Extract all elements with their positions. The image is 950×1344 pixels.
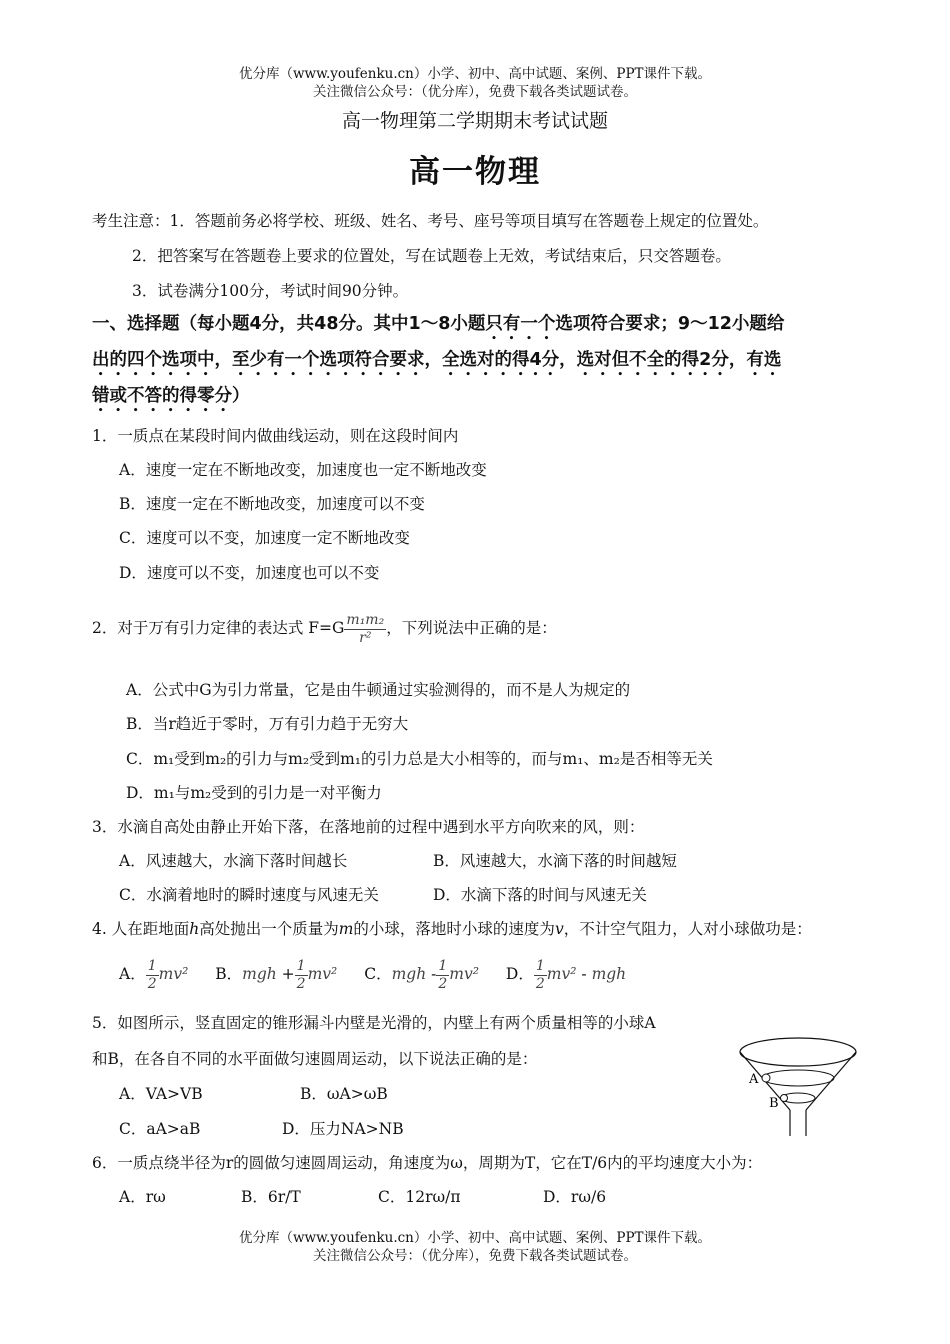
q2-formula: [344, 612, 386, 647]
q4-minus: -: [581, 965, 587, 983]
q4-option-label: B．: [215, 965, 243, 983]
q3-option-c: C．水滴着地时的瞬时速度与风速无关: [119, 886, 379, 904]
q2-stem-text: 2．对于万有引力定律的表达式 F=G: [92, 619, 345, 637]
funnel-figure: [738, 1032, 862, 1140]
label-a: A: [749, 1072, 759, 1087]
q4-var-h: h: [189, 920, 200, 938]
q4-options: [119, 954, 626, 994]
q4-option-b: [215, 954, 337, 994]
footer-line-2: 关注微信公众号：（优分库），免费下载各类试题试卷。: [313, 1248, 637, 1264]
q4-option-label: C．: [364, 965, 392, 983]
notice-line-3: 3．试卷满分100分，考试时间90分钟。: [132, 282, 409, 300]
section-1-emphasis: 只有一个: [485, 314, 556, 334]
q2-formula-numerator: m₁m₂: [346, 611, 385, 628]
q2-option-c: C．m₁受到m₂的引力与m₂受到m₁的引力总是大小相等的，而与m₁、m₂是否相等无关: [126, 750, 713, 768]
q5-option-b: B．ωA>ωB: [300, 1085, 388, 1103]
exam-title: 高一物理: [409, 154, 541, 190]
section-1-text: 一、选择题（每小题4分，共48分。其中1～8小题: [92, 314, 486, 334]
footer-line-1: 优分库（www.youfenku.cn）小学、初中、高中试题、案例、PPT课件下载。: [238, 1230, 712, 1246]
q4-half-den: 2: [438, 975, 448, 992]
q1-option-d: D．速度可以不变，加速度也可以不变: [119, 564, 380, 582]
section-1-text: ）: [232, 386, 250, 406]
ball-a: [762, 1074, 770, 1082]
label-b: B: [769, 1096, 779, 1111]
exam-subtitle: 高一物理第二学期期末考试试题: [341, 110, 608, 132]
q4-half-num: 1: [535, 957, 545, 974]
q4-mv2: mv²: [449, 965, 479, 983]
header-line-1: 优分库（www.youfenku.cn）小学、初中、高中试题、案例、PPT课件下载。: [238, 66, 712, 82]
notice-line-2: 2．把答案写在答题卷上要求的位置处，写在试题卷上无效，考试结束后，只交答题卷。: [132, 247, 731, 265]
q1-stem: 1．一质点在某段时间内做曲线运动，则在这段时间内: [92, 427, 459, 445]
q4-mv2: mv²: [307, 965, 338, 983]
q5-stem-line-1: 5．如图所示，竖直固定的锥形漏斗内壁是光滑的，内壁上有两个质量相等的小球A: [92, 1014, 656, 1032]
q6-option-d: D．rω/6: [543, 1188, 607, 1206]
q4-mgh: mgh: [242, 965, 277, 983]
header-line-2: 关注微信公众号：（优分库），免费下载各类试题试卷。: [313, 84, 637, 100]
q4-stem-text: 的小球，落地时小球的速度为: [353, 920, 555, 938]
q4-stem-text: 高处抛出一个质量为: [199, 920, 339, 938]
q4-half-den: 2: [535, 975, 545, 992]
funnel-rim: [740, 1038, 856, 1066]
q3-option-a: A．风速越大，水滴下落时间越长: [119, 852, 348, 870]
section-1-heading-line-2: [92, 348, 781, 380]
q6-option-a: A．rω: [119, 1188, 166, 1206]
q4-stem-text: ，不计空气阻力，人对小球做功是：: [563, 920, 812, 938]
q4-half-num: 1: [296, 957, 306, 974]
q6-stem: 6．一质点绕半径为r的圆做匀速圆周运动，角速度为ω，周期为T，它在T/6内的平均速度大小为：: [92, 1154, 763, 1172]
q4-mv2: mv²: [546, 965, 577, 983]
notice-line-1: 考生注意：1．答题前务必将学校、班级、姓名、考号、座号等项目填写在答题卷上规定的位置处。: [92, 212, 769, 230]
q4-var-m: m: [338, 920, 354, 938]
q1-option-b: B．速度一定在不断地改变，加速度可以不变: [119, 495, 425, 513]
q4-half-den: 2: [147, 975, 157, 992]
q2-stem-text: ，下列说法中正确的是：: [386, 619, 557, 637]
q4-minus: -: [431, 965, 437, 983]
q5-option-a: A．VA>VB: [119, 1085, 203, 1103]
q4-half: [534, 958, 547, 993]
q6-option-b: B．6r/T: [241, 1188, 301, 1206]
q4-stem: [92, 918, 812, 940]
q2-stem: [92, 608, 557, 648]
q4-option-label: A．: [119, 965, 146, 983]
q1-option-a: A．速度一定在不断地改变，加速度也一定不断地改变: [119, 461, 487, 479]
q4-half-num: 1: [147, 957, 157, 974]
q4-option-d: [506, 954, 626, 994]
q2-option-a: A．公式中G为引力常量，它是由牛顿通过实验测得的，而不是人为规定的: [126, 681, 631, 699]
section-1-heading-line-1: [92, 312, 784, 344]
q2-formula-denominator: r²: [359, 629, 372, 646]
q3-option-d: D．水滴下落的时间与风速无关: [433, 886, 647, 904]
q4-half-den: 2: [296, 975, 306, 992]
q4-half: [146, 958, 159, 993]
q4-option-a: [119, 954, 188, 994]
q6-option-c: C．12rω/π: [378, 1188, 461, 1206]
q3-option-b: B．风速越大，水滴下落的时间越短: [433, 852, 677, 870]
q4-mgh: mgh: [391, 965, 427, 983]
q4-option-c: [364, 954, 479, 994]
q4-var-v: v: [554, 920, 564, 938]
section-1-emphasis: 出的四个选项中，至少有一个选项符合要求，全选对的得4分，选对但不全的得2分，有选: [92, 350, 782, 370]
q4-half-num: 1: [438, 957, 448, 974]
q4-plus: +: [281, 965, 295, 983]
q2-option-d: D．m₁与m₂受到的引力是一对平衡力: [126, 784, 382, 802]
section-1-text: 选项符合要求；9～12小题给: [555, 314, 785, 334]
q4-stem-text: 4. 人在距地面: [92, 920, 190, 938]
q5-option-c: C．aA>aB: [119, 1120, 201, 1138]
q2-option-b: B．当r趋近于零时，万有引力趋于无穷大: [126, 715, 409, 733]
q4-mv2: mv²: [158, 965, 189, 983]
orbit-a: [762, 1070, 834, 1086]
q4-half: [436, 958, 449, 993]
q3-stem: 3．水滴自高处由静止开始下落，在落地前的过程中遇到水平方向吹来的风，则：: [92, 818, 645, 836]
section-1-heading-line-3: [92, 384, 250, 416]
q4-option-label: D．: [505, 965, 534, 983]
q1-option-c: C．速度可以不变，加速度一定不断地改变: [119, 529, 410, 547]
q4-mgh: mgh: [591, 965, 627, 983]
ball-b: [781, 1095, 788, 1102]
q5-stem-line-2: 和B，在各自不同的水平面做匀速圆周运动，以下说法正确的是：: [92, 1050, 538, 1068]
section-1-emphasis: 错或不答的得零分: [92, 386, 232, 406]
q4-half: [295, 958, 308, 993]
q5-option-d: D．压力NA>NB: [282, 1120, 404, 1138]
